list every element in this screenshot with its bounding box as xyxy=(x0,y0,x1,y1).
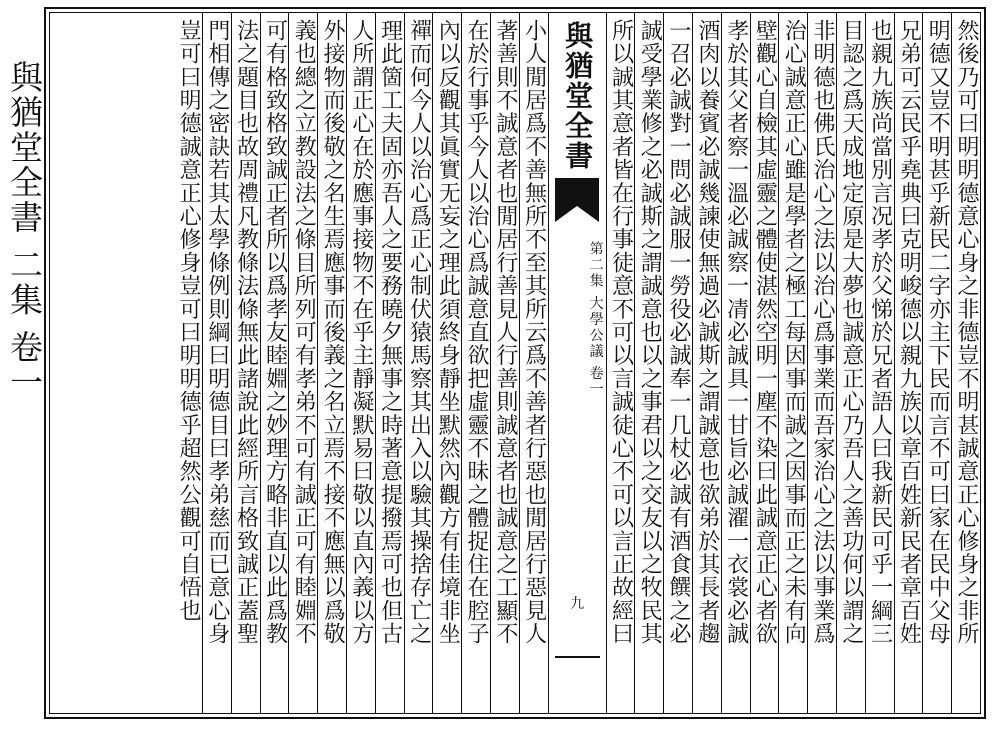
text-column: 小人閒居爲不善無所不至其所云爲不善者行惡也閒居行惡見人 xyxy=(519,13,548,713)
text-column: 豈可曰明德誠意正心修身豈可曰明明德乎超然公觀可自悟也 xyxy=(176,19,202,623)
text-column: 兄弟可云民乎堯典曰克明峻德以親九族以章百姓新民者章百姓 xyxy=(894,13,923,713)
center-subtitle: 第二集 大學公議 卷一 xyxy=(587,241,604,398)
text-column: 明德又豈不明甚乎新民二字亦主下民而言不可曰家在民中父母 xyxy=(922,13,951,713)
center-rule xyxy=(555,656,600,658)
text-block xyxy=(49,12,981,714)
text-column: 義也總之立教設法之條目所列可有孝弟不可有誠正可有睦婣不 xyxy=(288,13,317,713)
center-title: 與猶堂全書 xyxy=(561,21,595,171)
text-column: 酒肉以養賓必誠幾諫使無過必誠斯之謂誠意也欲弟於其長者趨 xyxy=(692,13,721,713)
text-column: 法之題目也故周禮凡教條法條無此諸說此經所言格致誠正蓋聖 xyxy=(231,13,260,713)
text-column: 著善則不誠意者也閒居行善見人行善則誠意者也誠意之工顯不 xyxy=(490,13,519,713)
text-column: 誠受學業修之必誠斯之謂誠意也以之事君以之交友以之牧民其 xyxy=(634,13,663,713)
text-column: 禪而何今人以治心爲正心制伏猿馬察其出入以驗其操捨存亡之 xyxy=(404,13,433,713)
text-column: 所以誠其意者皆在行事徒意不可以言誠徒心不可以言正故經曰 xyxy=(606,13,635,713)
text-column: 理此箇工夫固亦吾人之要務曉夕無事之時著意提撥焉可也但古 xyxy=(375,13,404,713)
text-column: 在於行事乎今人以治心爲誠意直欲把虛靈不昧之體捉住在腔子 xyxy=(461,13,490,713)
text-column: 然後乃可曰明明德意心身之非德豈不明甚誠意正心修身之非所 xyxy=(951,13,980,713)
side-running-title: 與猶堂全書 二集 卷一 xyxy=(5,60,44,400)
text-column: 一召必誠對一問必誠服一勞役必誠奉一几杖必誠有酒食饌之必 xyxy=(663,13,692,713)
text-column: 孝於其父者察一溫必誠察一凊必誠具一甘旨必誠濯一衣裳必誠 xyxy=(721,13,750,713)
page-number: 九 xyxy=(570,596,585,612)
text-column: 內以反觀其眞實无妄之理此須終身靜坐默然內觀方有佳境非坐 xyxy=(432,13,461,713)
text-column: 目認之爲天成地定原是大夢也誠意正心乃吾人之善功何以謂之 xyxy=(836,13,865,713)
text-column: 壁觀心自檢其虛靈之體使湛然空明一塵不染曰此誠意正心者欲 xyxy=(750,13,779,713)
text-column: 非明德也佛氏治心之法以治心爲事業而吾家治心之法以事業爲 xyxy=(807,13,836,713)
fish-tail-mark-icon xyxy=(553,176,601,224)
center-fold-column xyxy=(548,13,606,713)
text-column: 門相傳之密訣若其太學條例則綱曰明德目曰孝弟慈而已意心身 xyxy=(202,13,231,713)
page-frame xyxy=(44,7,986,719)
text-column: 也親九族尚當別言况孝於父悌於兄者語人曰我新民可乎一綱三 xyxy=(865,13,894,713)
text-column: 人所謂正心在於應事接物不在乎主靜凝默易曰敬以直內義以方 xyxy=(346,13,375,713)
text-column: 外接物而後敬之名生焉應事而後義之名立焉不接不應無以爲敬 xyxy=(317,13,346,713)
text-column: 治心誠意正心雖是學者之極工每因事而誠之因事而正之未有向 xyxy=(778,13,807,713)
text-column: 可有格致格致誠正者所以爲孝友睦婣之妙理方略非直以此爲教 xyxy=(260,13,289,713)
